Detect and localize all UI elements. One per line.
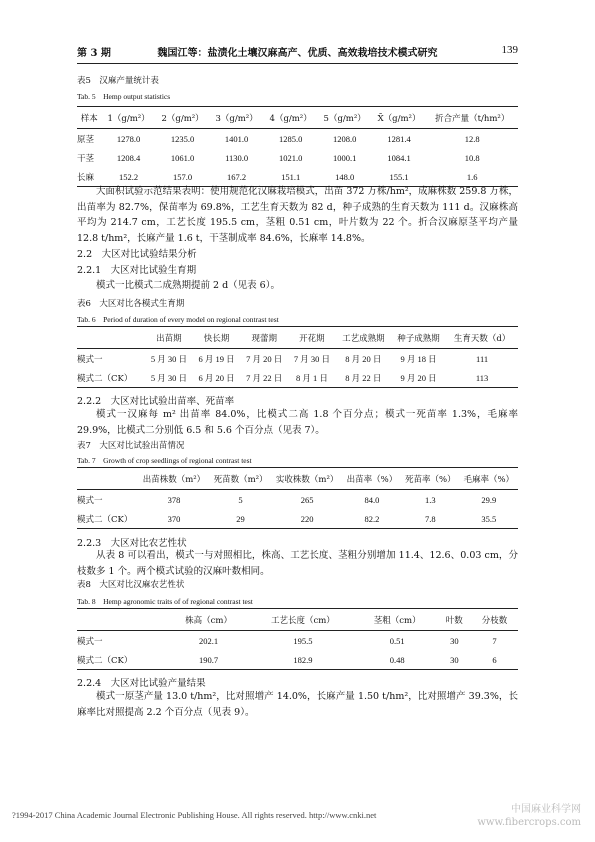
table5-col-header: 5（g/m²）: [318, 107, 372, 129]
table7-col-header: 毛麻率（%）: [460, 468, 518, 490]
table-cell: 157.0: [156, 167, 210, 187]
table-cell: 167.2: [210, 167, 264, 187]
table5-col-header: 1（g/m²）: [102, 107, 156, 129]
table7: [77, 467, 518, 529]
table-row: [77, 349, 518, 369]
table-cell: 9 月 18 日: [400, 353, 437, 364]
table5-header-row: [77, 107, 518, 129]
row-label: 原茎: [77, 134, 95, 145]
table-row: [77, 509, 518, 529]
table-cell: 7: [492, 635, 497, 646]
site-watermark: [477, 803, 581, 829]
issue-label: 第 3 期: [77, 48, 111, 59]
table-cell: 5 月 30 日: [150, 353, 187, 364]
row-label: 模式二（CK）: [77, 368, 145, 388]
row-label: 长麻: [77, 167, 102, 187]
table-cell: 0.48: [357, 650, 438, 670]
section-2-2-1: 2.2.1 大区对比试验生育期: [77, 265, 197, 276]
table-row: [77, 650, 518, 670]
paragraph-emergence: 模式一汉麻每 m² 出苗率 84.0%，比模式二高 1.8 个百分点；模式一死苗率 1.3%，毛麻率 29.9%，比模式二分别低 6.5 和 5.6 个百分点（见表 7）。: [77, 409, 518, 436]
table-cell: 6 月 20 日: [193, 368, 241, 388]
table7-caption: 表7 大区对比试验出苗情况: [77, 441, 185, 451]
table5: [77, 106, 518, 187]
table-cell: 30: [450, 635, 459, 646]
table7-col-header: 出苗株数（m²）: [138, 468, 209, 490]
table-cell: 35.5: [460, 509, 518, 529]
running-header: [77, 44, 518, 60]
table-cell: 10.8: [464, 152, 480, 163]
table5-col-header: 2（g/m²）: [156, 107, 210, 129]
table6-caption: 表6 大区对比各模式生育期: [77, 299, 185, 309]
row-label: 模式一: [77, 636, 103, 647]
table7-col-header: [77, 468, 138, 490]
table-cell: 378: [167, 494, 181, 505]
row-label: 模式二（CK）: [77, 509, 138, 529]
table6-col-header: 工艺成熟期: [336, 327, 391, 349]
table-row: [77, 129, 518, 149]
table-cell: 152.2: [102, 167, 156, 187]
table-cell: 1.6: [426, 167, 518, 187]
table7-caption-en: Tab. 7 Growth of crop seedlings of regional contrast test: [77, 456, 252, 465]
table-cell: 5: [238, 494, 243, 505]
table8-col-header: 工艺长度（cm）: [249, 609, 357, 631]
table-cell: 0.51: [389, 635, 405, 646]
table6-col-header: 快长期: [193, 327, 241, 349]
watermark-line1: 中国麻业科学网: [511, 804, 581, 815]
table-cell: 195.5: [293, 635, 313, 646]
table6-col-header: 生育天数（d）: [446, 327, 518, 349]
table8-header-row: [77, 609, 518, 631]
table-cell: 82.2: [343, 509, 401, 529]
table-cell: 220: [272, 509, 343, 529]
table5-col-header: 3（g/m²）: [210, 107, 264, 129]
table8-caption: 表8 大区对比汉麻农艺性状: [77, 580, 185, 590]
paragraph-yield: 模式一原茎产量 13.0 t/hm²，比对照增产 14.0%，长麻产量 1.50 t/hm²，比对照增产 39.3%，长麻率比对照提高 2.2 个百分点（见表 9）。: [77, 691, 518, 718]
table5-caption: 表5 汉麻产量统计表: [77, 76, 159, 86]
section-2-2-3: 2.2.3 大区对比农艺性状: [77, 538, 187, 549]
table-cell: 7.8: [401, 509, 459, 529]
header-rule: [77, 63, 518, 64]
table-cell: 29.9: [481, 494, 497, 505]
table-cell: 1281.4: [387, 133, 411, 144]
table-cell: 30: [438, 650, 471, 670]
table-cell: 7 月 20 日: [246, 353, 283, 364]
table-cell: 202.1: [199, 635, 219, 646]
row-label: 模式二（CK）: [77, 650, 168, 670]
page-number: 139: [501, 44, 518, 56]
table7-col-header: 死苗数（m²）: [210, 468, 272, 490]
watermark-line2: www.fibercrops.com: [477, 817, 581, 828]
table-cell: 1000.1: [332, 152, 357, 163]
section-2-2-2: 2.2.2 大区对比试验出苗率、死苗率: [77, 396, 235, 407]
table-row: [77, 631, 518, 651]
table-cell: 6: [471, 650, 518, 670]
table6-col-header: 现蕾期: [240, 327, 288, 349]
table-cell: 1021.0: [278, 152, 303, 163]
table6-col-header: 开花期: [288, 327, 336, 349]
table-cell: 8 月 20 日: [345, 353, 382, 364]
table-cell: 113: [446, 368, 518, 388]
table-cell: 6 月 19 日: [198, 353, 235, 364]
table7-col-header: 死苗率（%）: [401, 468, 459, 490]
table-cell: 8 月 22 日: [336, 368, 391, 388]
table8: [77, 608, 518, 670]
table-cell: 29: [210, 509, 272, 529]
table-cell: 182.9: [249, 650, 357, 670]
table-cell: 1285.0: [278, 133, 303, 144]
running-title: 魏国江等：盐渍化土壤汉麻高产、优质、高效栽培技术模式研究: [157, 48, 438, 59]
table-cell: 370: [138, 509, 209, 529]
table-cell: 1.3: [425, 494, 436, 505]
table-row: [77, 490, 518, 510]
table8-col-header: 叶数: [438, 609, 471, 631]
table-cell: 265: [300, 494, 314, 505]
paragraph-agronomic: 从表 8 可以看出，模式一与对照相比，株高、工艺长度、茎粗分别增加 11.4、12.6、0.03 cm，分枝数多 1 个。两个模式试验的汉麻叶数相同。: [77, 550, 518, 577]
table-cell: 1208.0: [332, 133, 357, 144]
table-cell: 9 月 20 日: [391, 368, 446, 388]
row-label: 模式一: [77, 354, 103, 365]
table-cell: 151.1: [264, 167, 318, 187]
table-cell: 111: [476, 353, 489, 364]
table6-col-header: 种子成熟期: [391, 327, 446, 349]
table-cell: 190.7: [168, 650, 249, 670]
paragraph-growth-period: 模式一比模式二成熟期提前 2 d（见表 6）。: [96, 280, 280, 291]
table8-col-header: [77, 609, 168, 631]
table-cell: 8 月 1 日: [288, 368, 336, 388]
table-cell: 1278.0: [116, 133, 141, 144]
table6-col-header: 出苗期: [145, 327, 193, 349]
table-cell: 1235.0: [170, 133, 195, 144]
section-2-2: 2.2 大区对比试验结果分析: [77, 249, 197, 260]
row-label: 模式一: [77, 495, 103, 506]
table8-caption-en: Tab. 8 Hemp agronomic traits of of regional contrast test: [77, 597, 253, 606]
table-cell: 7 月 22 日: [240, 368, 288, 388]
table-row: [77, 148, 518, 167]
table-row: [77, 368, 518, 388]
table5-col-header: 4（g/m²）: [264, 107, 318, 129]
table-cell: 12.8: [464, 133, 480, 144]
table6-caption-en: Tab. 6 Period of duration of every model on regional contrast test: [77, 315, 279, 324]
row-label: 干茎: [77, 153, 95, 164]
table-cell: 84.0: [364, 494, 380, 505]
table7-header-row: [77, 468, 518, 490]
table-cell: 5 月 30 日: [145, 368, 193, 388]
table-cell: 1061.0: [170, 152, 195, 163]
table8-col-header: 株高（cm）: [168, 609, 249, 631]
table8-col-header: 分枝数: [471, 609, 518, 631]
table6-header-row: [77, 327, 518, 349]
table-cell: 1084.1: [387, 152, 411, 163]
table-cell: 155.1: [372, 167, 427, 187]
table-cell: 148.0: [318, 167, 372, 187]
table5-col-header: 折合产量（t/hm²）: [426, 107, 518, 129]
table6: [77, 326, 518, 388]
paragraph-results: 大面积试验示范结果表明：使用规范化汉麻栽培模式，出苗 372 万株/hm²，成麻株数 259.8 万株，出苗率为 82.7%，保苗率为 69.8%，工艺生育天数为 82 d，种子成熟的生育天数为 111 d。汉麻株高平均为 214.7 cm，工艺长度 195.5 cm，茎粗 0.51 cm，叶片数为 22 个。折合汉麻原茎平均产量 12.8 t/hm²，长麻产量 1.6 t，干茎制成率 84.6%，长麻率 14.8%。: [77, 186, 518, 244]
copyright-footer: ?1994-2017 China Academic Journal Electronic Publishing House. All rights reserved. http://www.cnki.net: [12, 810, 377, 820]
table-cell: 1130.0: [225, 152, 249, 163]
table5-col-header: 样本: [77, 107, 102, 129]
table7-col-header: 实收株数（m²）: [272, 468, 343, 490]
table-cell: 7 月 30 日: [293, 353, 330, 364]
table8-col-header: 茎粗（cm）: [357, 609, 438, 631]
table5-caption-en: Tab. 5 Hemp output statistics: [77, 92, 171, 101]
section-2-2-4: 2.2.4 大区对比试验产量结果: [77, 678, 206, 689]
table-cell: 1401.0: [224, 133, 249, 144]
table-cell: 1208.4: [116, 152, 141, 163]
table6-col-header: [77, 327, 145, 349]
table5-col-header: X̄（g/m²）: [372, 107, 427, 129]
table7-col-header: 出苗率（%）: [343, 468, 401, 490]
